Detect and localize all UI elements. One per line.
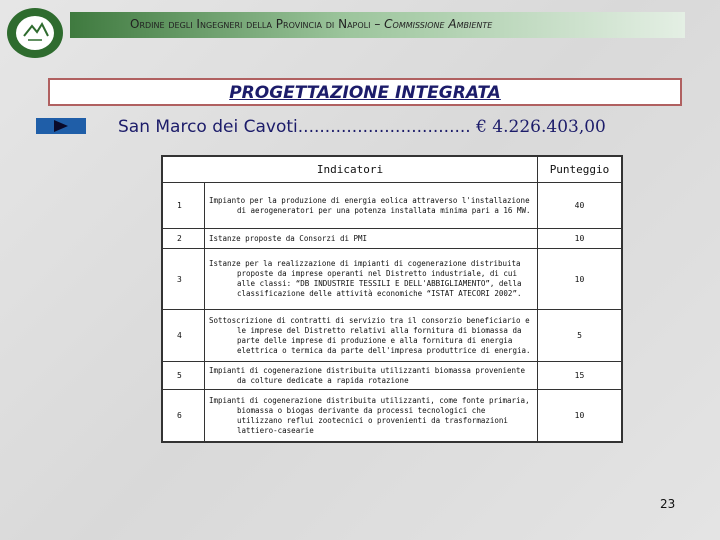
table-row [163,390,622,442]
row-number: 2 [163,229,205,249]
row-score: 10 [538,390,622,442]
row-number: 5 [163,362,205,390]
project-name: San Marco dei Cavoti [118,117,298,137]
row-description-text: Istanze per la realizzazione di impianti di cogenerazione distribuita proposte da imprese operanti nel Distretto industriale, di cui alle classi: “DB INDUSTRIE TESSILI E DELL'ABBIGLIAMENTO”, della classificazione delle attività economiche “ISTAT ATECORI 2002”. [209,259,522,298]
row-number: 4 [163,310,205,362]
row-number: 1 [163,183,205,229]
logo-seal [4,6,66,60]
indicators-table [161,155,623,443]
table-row [163,310,622,362]
project-line [118,117,606,137]
row-description-text: Impianto per la produzione di energia eolica attraverso l'installazione di aerogeneratori per una potenza installata minima pari a 16 MW. [209,195,531,215]
play-arrow-button[interactable] [36,118,86,134]
row-description-text: Impianti di cogenerazione distribuita utilizzanti, come fonte primaria, biomassa o biogas derivante da processi tecnologici che utilizzano reflui zootecnici o provenienti da trasformazioni lattiero-casearie [209,395,530,435]
row-number: 6 [163,390,205,442]
title-box [48,78,682,106]
row-description-text: Istanze proposte da Consorzi di PMI [209,233,368,243]
project-dots: ................................ [297,117,471,137]
table-row [163,249,622,310]
table-row [163,229,622,249]
header-indicators: Indicatori [163,157,538,183]
page-number: 23 [660,497,676,511]
table-header-row [163,157,622,183]
row-description [205,229,538,249]
header-score: Punteggio [538,157,622,183]
row-description-text: Sottoscrizione di contratti di servizio tra il consorzio beneficiario e le imprese del Distretto relativi alla fornitura di biomassa da parte delle imprese di produzione e alla fornitura di energia elettrica o termica da parte dell'impresa produttrice di energia. [209,315,531,355]
header-org: Ordine degli Ingegneri della Provincia di Napoli [130,17,371,31]
row-description [205,183,538,229]
table-row [163,362,622,390]
slide-title: PROGETTAZIONE INTEGRATA [229,83,501,103]
row-description [205,362,538,390]
row-number: 3 [163,249,205,310]
row-description [205,249,538,310]
row-score: 5 [538,310,622,362]
row-score: 15 [538,362,622,390]
row-score: 10 [538,229,622,249]
row-score: 10 [538,249,622,310]
row-description [205,390,538,442]
header-separator: – [370,17,385,31]
header-title [130,17,690,31]
table-row [163,183,622,229]
project-amount: € 4.226.403,00 [470,117,606,137]
row-description [205,310,538,362]
row-score: 40 [538,183,622,229]
row-description-text: Impianti di cogenerazione distribuita utilizzanti biomassa proveniente da colture dedicate a rapida rotazione [209,365,526,385]
header-commission: Commissione Ambiente [384,17,493,31]
